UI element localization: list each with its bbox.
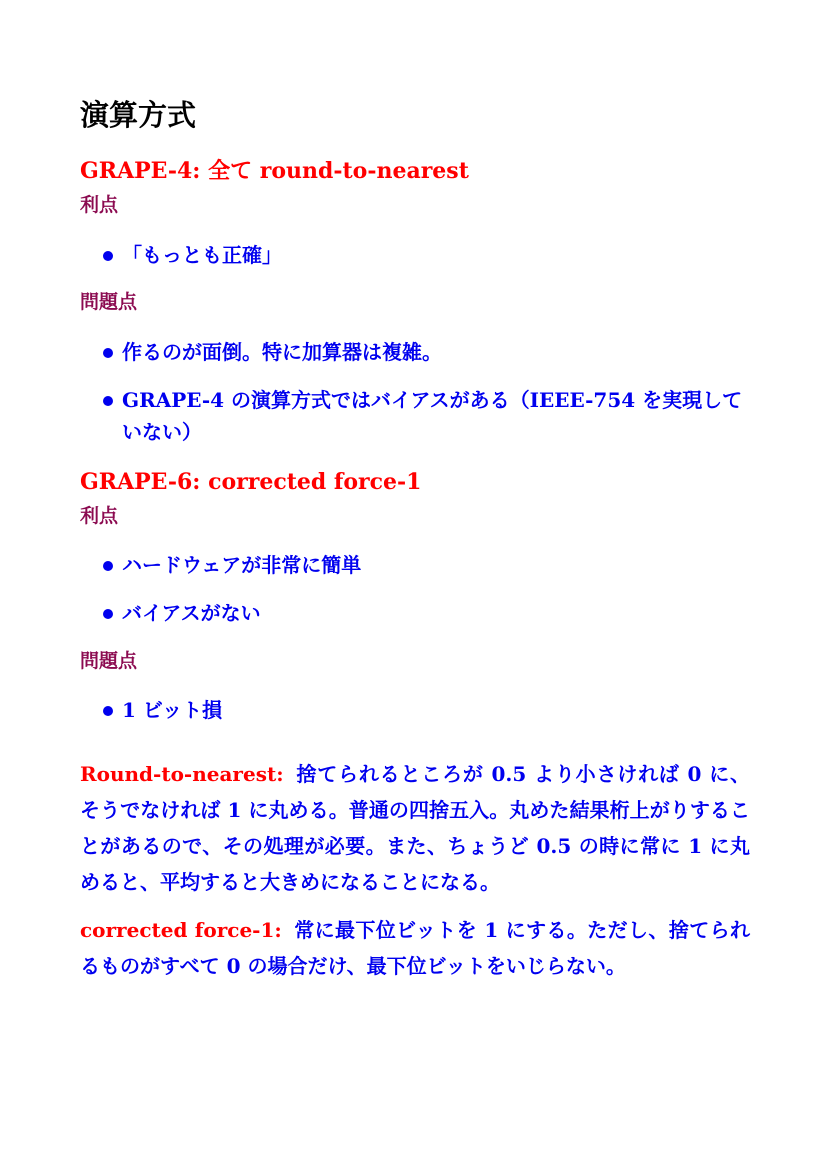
list-item [0, 694, 762, 726]
list-item-text: ハードウェアが非常に簡単 [122, 553, 362, 577]
bullet-icon [103, 251, 113, 261]
bullet-icon [103, 609, 113, 619]
list-item [0, 239, 762, 271]
definition-term: Round-to-nearest: [80, 762, 284, 786]
definition-text: 捨てられるところが 0.5 より小さければ 0 に、そうでなければ 1 に丸める。普通の四捨五入。丸めた結果桁上がりすることがあるので、その処理が必要。また、ちょうど 0.5 の時に常に 1 に丸めると、平均すると大きめになることになる。 [80, 762, 750, 894]
bullet-icon [103, 561, 113, 571]
grape4-pros-label: 利点 [80, 194, 119, 216]
list-item [0, 597, 762, 629]
list-item-text: 「もっとも正確」 [122, 243, 282, 267]
list-item-text: GRAPE-4 の演算方式ではバイアスがある（IEEE-754 を実現していない） [122, 388, 743, 444]
bullet-icon [103, 706, 113, 716]
list-item-text: 作るのが面倒。特に加算器は複雑。 [122, 340, 442, 364]
round-to-nearest-definition [80, 756, 750, 900]
grape4-cons-label: 問題点 [80, 291, 138, 313]
grape6-heading: GRAPE-6: corrected force-1 [80, 469, 422, 495]
grape4-pros-list [0, 239, 762, 271]
list-item-text: 1 ビット損 [122, 698, 223, 722]
grape6-cons-list [0, 694, 762, 726]
page-title: 演算方式 [80, 98, 197, 132]
definition-term: corrected force-1: [80, 918, 282, 942]
grape6-pros-label: 利点 [80, 505, 119, 527]
grape4-cons-list [0, 336, 762, 448]
corrected-force1-definition [80, 912, 750, 984]
list-item [0, 336, 762, 368]
bullet-icon [103, 396, 113, 406]
grape6-pros-list [0, 549, 762, 629]
list-item-text: バイアスがない [122, 601, 261, 625]
list-item [0, 549, 762, 581]
list-item [0, 384, 762, 448]
definition-text: 常に最下位ビットを 1 にする。ただし、捨てられるものがすべて 0 の場合だけ、最下位ビットをいじらない。 [80, 918, 751, 978]
bullet-icon [103, 348, 113, 358]
grape4-heading: GRAPE-4: 全て round-to-nearest [80, 158, 469, 184]
grape6-cons-label: 問題点 [80, 650, 138, 672]
